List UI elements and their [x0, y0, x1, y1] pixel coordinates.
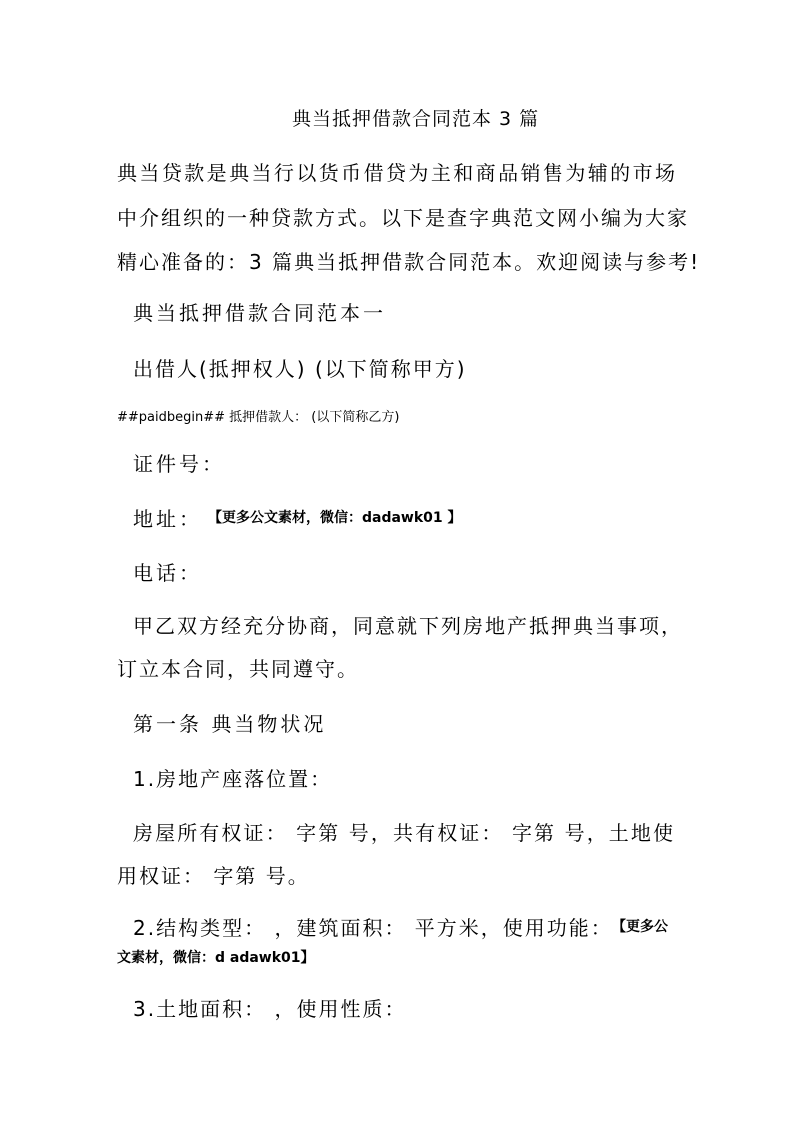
intro-line-1: 典当贷款是典当行以货币借贷为主和商品销售为辅的市场 — [117, 161, 677, 185]
item-2-structure: 2.结构类型： ，建筑面积： 平方米，使用功能： — [133, 916, 613, 940]
article-1-heading: 第一条 典当物状况 — [133, 712, 327, 736]
agreement-line-1: 甲乙双方经充分协商，同意就下列房地产抵押典当事项， — [133, 614, 683, 638]
intro-line-3: 精心准备的：3 篇典当抵押借款合同范本。欢迎阅读与参考! — [117, 250, 701, 274]
agreement-line-2: 订立本合同，共同遵守。 — [117, 657, 359, 681]
section-heading: 典当抵押借款合同范本一 — [133, 301, 386, 325]
phone-label: 电话： — [133, 561, 202, 585]
item-3-land-area: 3.土地面积： ，使用性质： — [133, 997, 407, 1021]
address-label: 地址： — [133, 507, 202, 531]
item-2-note-part-1: 【更多公 — [612, 919, 668, 935]
item-1-certificates-line-2: 用权证： 字第 号。 — [117, 864, 310, 888]
document-title: 典当抵押借款合同范本 3 篇 — [292, 108, 540, 130]
address-note: 【更多公文素材，微信：dadawk01 】 — [208, 510, 462, 526]
intro-line-2: 中介组织的一种贷款方式。以下是查字典范文网小编为大家 — [117, 206, 689, 230]
item-1-certificates-line-1: 房屋所有权证： 字第 号，共有权证： 字第 号，土地使 — [133, 821, 675, 845]
lender-line: 出借人(抵押权人) (以下简称甲方) — [133, 357, 467, 381]
item-1-location: 1.房地产座落位置： — [133, 767, 333, 791]
id-number-label: 证件号： — [133, 452, 225, 476]
borrower-line: ##paidbegin## 抵押借款人： (以下简称乙方) — [117, 410, 400, 425]
item-2-note-part-2: 文素材，微信：d adawk01】 — [117, 950, 315, 966]
